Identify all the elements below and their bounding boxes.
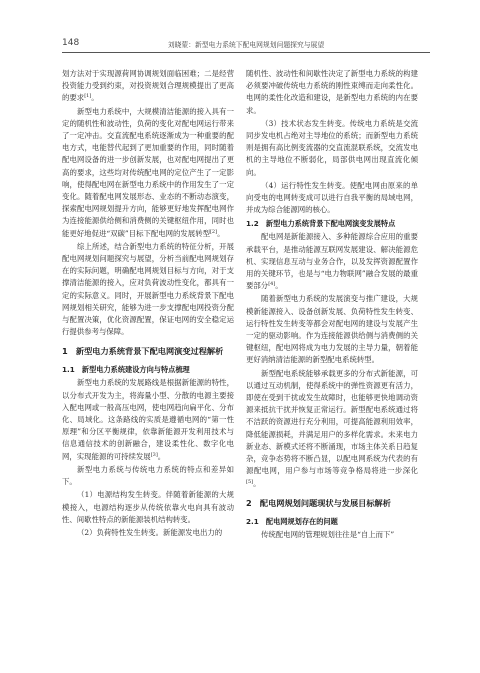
paragraph — [62, 68, 234, 105]
paragraph-text: 划方法对于实现源荷网协调规划面临困难；二是经营投资能力受到约束，对投资规划合理规模提出了更高的要求 — [62, 69, 234, 103]
paragraph-text: 新型电力系统中，大规模清洁能源的接入具有一定的随机性和波动性，负荷的变化对配电网运行带来了一定冲击。交直流配电系统逐渐成为一种重要的配电方式，电能替代起到了更加重要的作用，同时随着配电网设备的进一步创新发展，也对配电网提出了更高的要求，这些均对传统配电网的定位产生了一定影响，使得配电网在新型电力系统中的作用发生了一定变化。随着配电网发展形态、业态的不断动态演变，探索配电网规划提升方向，能够更好地发挥配电网作为连接能源供给侧和消费侧的关键枢纽作用，同时也能更好地促进“双碳”目标下配电网的发展转型 — [62, 106, 234, 238]
citation: [3] — [150, 451, 158, 458]
paragraph — [62, 377, 234, 462]
citation: [2] — [209, 228, 218, 235]
paragraph-text: 新型电力系统的发展路线是根据新能源的特性，以分布式开发为主，将海量小型、分散的电源主要接入配电网或一般高压电网，使电网趋向扁平化、分布化、局域化。这条路线的实质是遵循电网的“第一性原理”和分区平衡规律，依靠新能源开发利用技术与信息通信技术的创新融合，建设柔性化、数字化电网，实现能源的可持续发展 — [62, 378, 234, 461]
paragraph: 综上所述，结合新型电力系统的特征分析，开展配电网规划问题探究与展望，分析当前配电网规划存在的实际问题，明确配电网规划目标与方向，对于支撑清洁能源的接入，应对负荷波动性变化，都具有一定的实际意义。同时，开展新型电力系统背景下配电网规划相关研究，能够为进一步支撑配电网投资分配与配置决策，优化资源配置，保证电网的安全稳定运行提供参考与保障。 — [62, 241, 234, 337]
section-heading: 1 新型电力系统背景下配电网演变过程解析 — [62, 346, 224, 357]
paragraph — [246, 231, 418, 292]
right-column — [246, 68, 418, 542]
paragraph-text: 配电网是新能源接入、多种能源综合应用的重要承载平台，是推动能源互联网发展建设、解决能源危机、实现信息互动与业务合作，以及发挥资源配置作用的关键环节，也是与“电力物联网”融合发展的最重要部分 — [246, 232, 418, 291]
subsection-heading: 2.1 配电网规划存在的问题 — [246, 516, 338, 526]
subsection-heading: 1.1 新型电力系统建设方向与特点梳理 — [62, 365, 190, 375]
paragraph-text: 新型配电系统能够承载更多的分布式新能源，可以通过互动机制，使得系统中的弹性资源更有活力，即使在受到干扰或发生故障时，也能够更快地调动资源来抵抗干扰并恢复正常运行。新型配电系统通过将不洁跃的资源进行充分利用，可提高能源利用效率，降低能源损耗，并满足用户的多样化需求。未来电力新业态、新模式还将不断涌现，市场主体关系日趋复杂，竞争态势将不断凸显，以配电网系统为代表的有源配电网，用户参与市场等竞争格局将进一步深化 — [246, 368, 418, 476]
paragraph: 新型电力系统与传统电力系统的特点和差异如下。 — [62, 464, 234, 487]
punctuation: 。 — [253, 478, 261, 488]
section-heading: 2 配电网规划问题现状与发展目标解析 — [246, 497, 391, 508]
paragraph: （3）技术状态发生转变。传统电力系统是交流同步发电机占绝对主导地位的系统；而新型电力系统则是拥有高比例变流器的交直流混联系统，交流发电机的主导地位不断弱化，局部供电网出现直流化倾向。 — [246, 118, 418, 177]
paragraph: （4）运行特性发生转变。使配电网由原来的单向受电的电网转变成可以进行自我平衡的局域电网，并成为综合能源网的核心。 — [246, 180, 418, 215]
paragraph — [62, 106, 234, 240]
paragraph: 传统配电网的管理规划往往是“自上而下” — [261, 529, 395, 539]
running-title: 刘晓蒙：新型电力系统下配电网规划问题探究与展望 — [167, 41, 325, 49]
punctuation: 。 — [275, 281, 283, 291]
citation: [1] — [84, 93, 92, 100]
punctuation: 。 — [91, 93, 99, 103]
paragraph: 随机性、波动性和间歇性决定了新型电力系统的构建必须要冲破传统电力系统的刚性束缚而走向柔性化。电网的柔性化改造和建设，是新型电力系统的内在要求。 — [246, 69, 418, 115]
citation: [5] — [246, 478, 254, 485]
citation: [4] — [268, 281, 276, 288]
paragraph: 随着新型电力系统的发展演变与推广建设，大规模新能源接入、设备创新发展、负荷特性发生转变、运行特性发生转变等都会对配电网的建设与发展产生一定的驱动影响。作为连接能源供给侧与消费侧的关键枢纽，配电网将成为电力发展的主导力量，朝着能更好消纳清洁能源的新型配电系统转型。 — [246, 294, 418, 365]
left-column — [62, 68, 234, 540]
page-number: 148 — [62, 38, 80, 48]
running-header — [62, 38, 430, 53]
paragraph: （1）电源结构发生转变。伴随着新能源的大规模接入，电源结构逐步从传统依靠火电向具有波动性、间歇性特点的新能源装机结构转变。 — [62, 490, 234, 524]
paragraph: （2）负荷特性发生转变。新能源发电出力的 — [77, 527, 223, 537]
punctuation: 。 — [217, 228, 225, 238]
paragraph — [246, 368, 418, 490]
punctuation: 。 — [157, 451, 166, 461]
subsection-heading: 1.2 新型电力系统背景下配电网演变发展特点 — [246, 219, 396, 229]
